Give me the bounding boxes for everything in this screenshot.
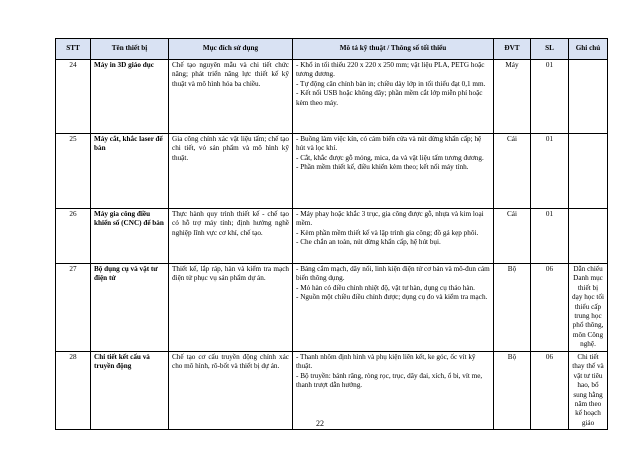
equipment-table	[55, 38, 608, 430]
row-note: Dẫn chiếu Danh mục thiết bị dạy học tối thiểu cấp trung học phổ thông, môn Công nghệ.	[569, 264, 608, 352]
spec-line: - Khổ in tối thiểu 220 x 220 x 250 mm; vật liệu PLA, PETG hoặc tương đương.	[296, 61, 485, 79]
table-row	[56, 209, 608, 264]
row-qty: 06	[531, 264, 569, 352]
header-stt: STT	[56, 39, 91, 60]
row-qty: 01	[531, 209, 569, 264]
table-row	[56, 134, 608, 209]
row-spec	[293, 60, 494, 134]
row-device-name: Chi tiết kết cấu và truyền động	[91, 352, 169, 430]
row-unit: Cái	[494, 209, 531, 264]
row-stt: 26	[56, 209, 91, 264]
row-unit: Cái	[494, 134, 531, 209]
spec-line: - Bộ truyền: bánh răng, ròng rọc, trục, dây đai, xích, ổ bi, vít me, thanh trượt dẫn hướng.	[296, 371, 483, 390]
row-device-name: Bộ dụng cụ và vật tư điện tử	[91, 264, 169, 352]
row-device-name: Máy gia công điều khiển số (CNC) để bàn	[91, 209, 169, 264]
spec-line: - Cắt, khắc được gỗ mỏng, mica, da và vật liệu tấm tương đương.	[296, 153, 484, 162]
spec-line: - Kết nối USB hoặc không dây; phần mềm cắt lớp miễn phí hoặc kèm theo máy.	[296, 89, 483, 107]
spec-line: - Mỏ hàn có điều chỉnh nhiệt độ, vật tư hàn, dụng cụ tháo hàn.	[296, 283, 475, 292]
row-stt: 24	[56, 60, 91, 134]
row-purpose: Gia công chính xác vật liệu tấm; chế tạo chi tiết, vỏ sản phẩm và mô hình kỹ thuật.	[169, 134, 293, 209]
row-note	[569, 60, 608, 134]
spec-line: - Nguồn một chiều điều chỉnh được; dụng cụ đo và kiểm tra mạch.	[296, 293, 488, 302]
row-note	[569, 134, 608, 209]
header-purpose: Mục đích sử dụng	[169, 39, 293, 60]
row-stt: 27	[56, 264, 91, 352]
row-note: Chi tiết thay thế và vật tư tiêu hao, bổ sung hằng năm theo kế hoạch giáo	[569, 352, 608, 430]
row-note	[569, 209, 608, 264]
spec-line: - Thanh nhôm định hình và phụ kiện liên kết, ke góc, ốc vít kỹ thuật.	[296, 353, 476, 371]
row-purpose: Chế tạo cơ cấu truyền động chính xác cho mô hình, rô-bốt và thiết bị dự án.	[169, 352, 293, 430]
row-unit: Máy	[494, 60, 531, 134]
table-row	[56, 264, 608, 352]
row-device-name: Máy in 3D giáo dục	[91, 60, 169, 134]
header-note: Ghi chú	[569, 39, 608, 60]
header-unit: ĐVT	[494, 39, 531, 60]
header-qty: SL	[531, 39, 569, 60]
spec-line: - Máy phay hoặc khắc 3 trục, gia công được gỗ, nhựa và kim loại mềm.	[296, 210, 484, 228]
spec-line: - Che chắn an toàn, nút dừng khẩn cấp, hệ hút bụi.	[296, 238, 441, 247]
table-row	[56, 352, 608, 430]
spec-line: - Bảng cắm mạch, dây nối, linh kiện điện tử cơ bản và mô-đun cảm biến thông dụng.	[296, 265, 490, 283]
row-purpose: Chế tạo nguyên mẫu và chi tiết chức năng; phát triển năng lực thiết kế kỹ thuật và mô hình hóa ba chiều.	[169, 60, 293, 134]
row-spec	[293, 352, 494, 430]
row-unit: Bộ	[494, 264, 531, 352]
table-header-row	[56, 39, 608, 60]
row-device-name: Máy cắt, khắc laser để bàn	[91, 134, 169, 209]
spec-line: - Kèm phần mềm thiết kế và lập trình gia công; đồ gá kẹp phôi.	[296, 228, 479, 237]
row-qty: 01	[531, 134, 569, 209]
page-number: 22	[316, 419, 324, 428]
row-qty: 01	[531, 60, 569, 134]
table-row	[56, 60, 608, 134]
header-spec: Mô tả kỹ thuật / Thông số tối thiểu	[293, 39, 494, 60]
row-unit: Bộ	[494, 352, 531, 430]
spec-line: - Buồng làm việc kín, có cảm biến cửa và nút dừng khẩn cấp; hệ hút và lọc khí.	[296, 135, 482, 153]
row-spec	[293, 209, 494, 264]
row-spec	[293, 264, 494, 352]
spec-line: - Tự động cân chỉnh bàn in; chiều dày lớp in tối thiểu đạt 0,1 mm.	[296, 79, 486, 88]
row-purpose: Thực hành quy trình thiết kế - chế tạo có hỗ trợ máy tính; định hướng nghề nghiệp lĩnh vực cơ khí, chế tạo.	[169, 209, 293, 264]
header-name: Tên thiết bị	[91, 39, 169, 60]
row-stt: 28	[56, 352, 91, 430]
row-qty: 06	[531, 352, 569, 430]
row-stt: 25	[56, 134, 91, 209]
spec-line: - Phần mềm thiết kế, điều khiển kèm theo; kết nối máy tính.	[296, 163, 469, 172]
row-spec	[293, 134, 494, 209]
row-purpose: Thiết kế, lắp ráp, hàn và kiểm tra mạch điện tử phục vụ sản phẩm dự án.	[169, 264, 293, 352]
